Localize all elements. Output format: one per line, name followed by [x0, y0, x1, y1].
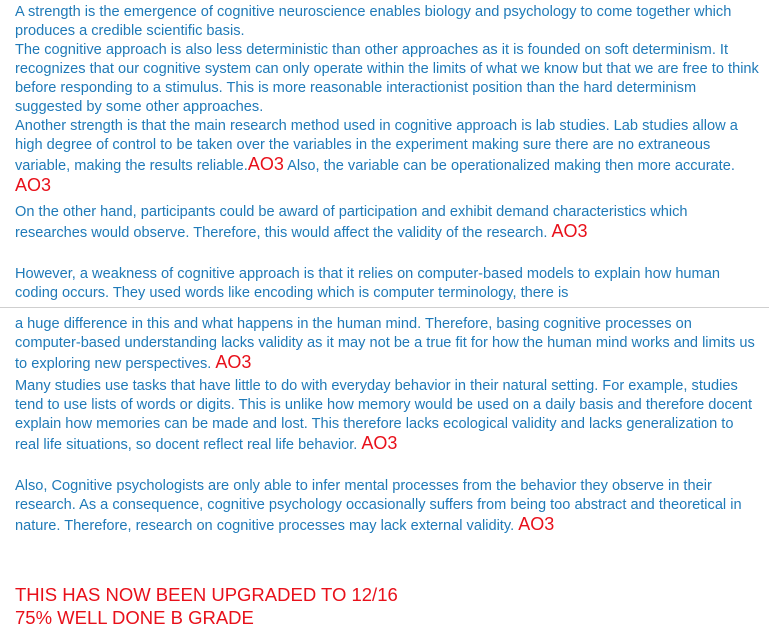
operationalized-text: Also, the variable can be operationalized making then more accurate. — [283, 158, 735, 174]
page-break-divider — [0, 307, 769, 308]
paragraph-lab-studies — [15, 117, 760, 197]
upgrade-note: THIS HAS NOW BEEN UPGRADED TO 12/16 — [15, 584, 398, 605]
ao3-marker: AO3 — [361, 433, 398, 453]
paragraph-human-mind — [15, 315, 760, 374]
ao3-marker: AO3 — [15, 175, 52, 195]
paragraph-ecological-validity — [15, 377, 760, 455]
paragraph-soft-determinism: The cognitive approach is also less deterministic than other approaches as it is founded on soft determinism. It recognizes that our cognitive system can only operate within the limits of what we know but that we are free to think before responding to a stimulus. This is more reasonable interactionist position than the hard determinism suggested by some other approaches. — [15, 42, 759, 115]
lab-studies-text: Another strength is that the main research method used in cognitive approach is lab studies. Lab studies allow a high degree of control to be taken over the variables in the experiment making sure there are no extraneous variable, making the results reliable. — [15, 118, 738, 174]
ao3-marker: AO3 — [247, 154, 284, 174]
ao3-marker: AO3 — [518, 514, 555, 534]
ecological-validity-text: Many studies use tasks that have little to do with everyday behavior in their natural setting. For example, studies tend to use lists of words or digits. This is unlike how memory would be used on a daily basis and therefore docent explain how memories can be made and lost. This therefore lacks ecological validity and lacks generalization to real life situations, so docent reflect real life behavior. — [15, 378, 753, 453]
ao3-marker: AO3 — [551, 221, 588, 241]
external-validity-text: Also, Cognitive psychologists are only able to infer mental processes from the behavior they observe in their research. As a consequence, cognitive psychology occasionally suffers from being too abstract and theoretical in nature. Therefore, research on cognitive processes may lack external validity. — [15, 478, 742, 534]
paragraph-demand-characteristics — [15, 203, 760, 243]
ao3-marker: AO3 — [215, 352, 252, 372]
paragraph-neuroscience-strength: A strength is the emergence of cognitive neuroscience enables biology and psychology to come together which produces a credible scientific basis. — [15, 4, 732, 39]
grade-note: 75% WELL DONE B GRADE — [15, 607, 254, 628]
demand-characteristics-text: On the other hand, participants could be award of participation and exhibit demand characteristics which researches would observe. Therefore, this would affect the validity of the research. — [15, 204, 688, 241]
paragraph-external-validity — [15, 477, 760, 536]
human-mind-text: a huge difference in this and what happens in the human mind. Therefore, basing cognitive processes on computer-based understanding lacks validity as it may not be a true fit for how the human mind works and limits us to exploring new perspectives. — [15, 316, 755, 372]
paragraph-computer-models: However, a weakness of cognitive approach is that it relies on computer-based models to explain how human coding occurs. They used words like encoding which is computer terminology, there is — [15, 266, 720, 301]
